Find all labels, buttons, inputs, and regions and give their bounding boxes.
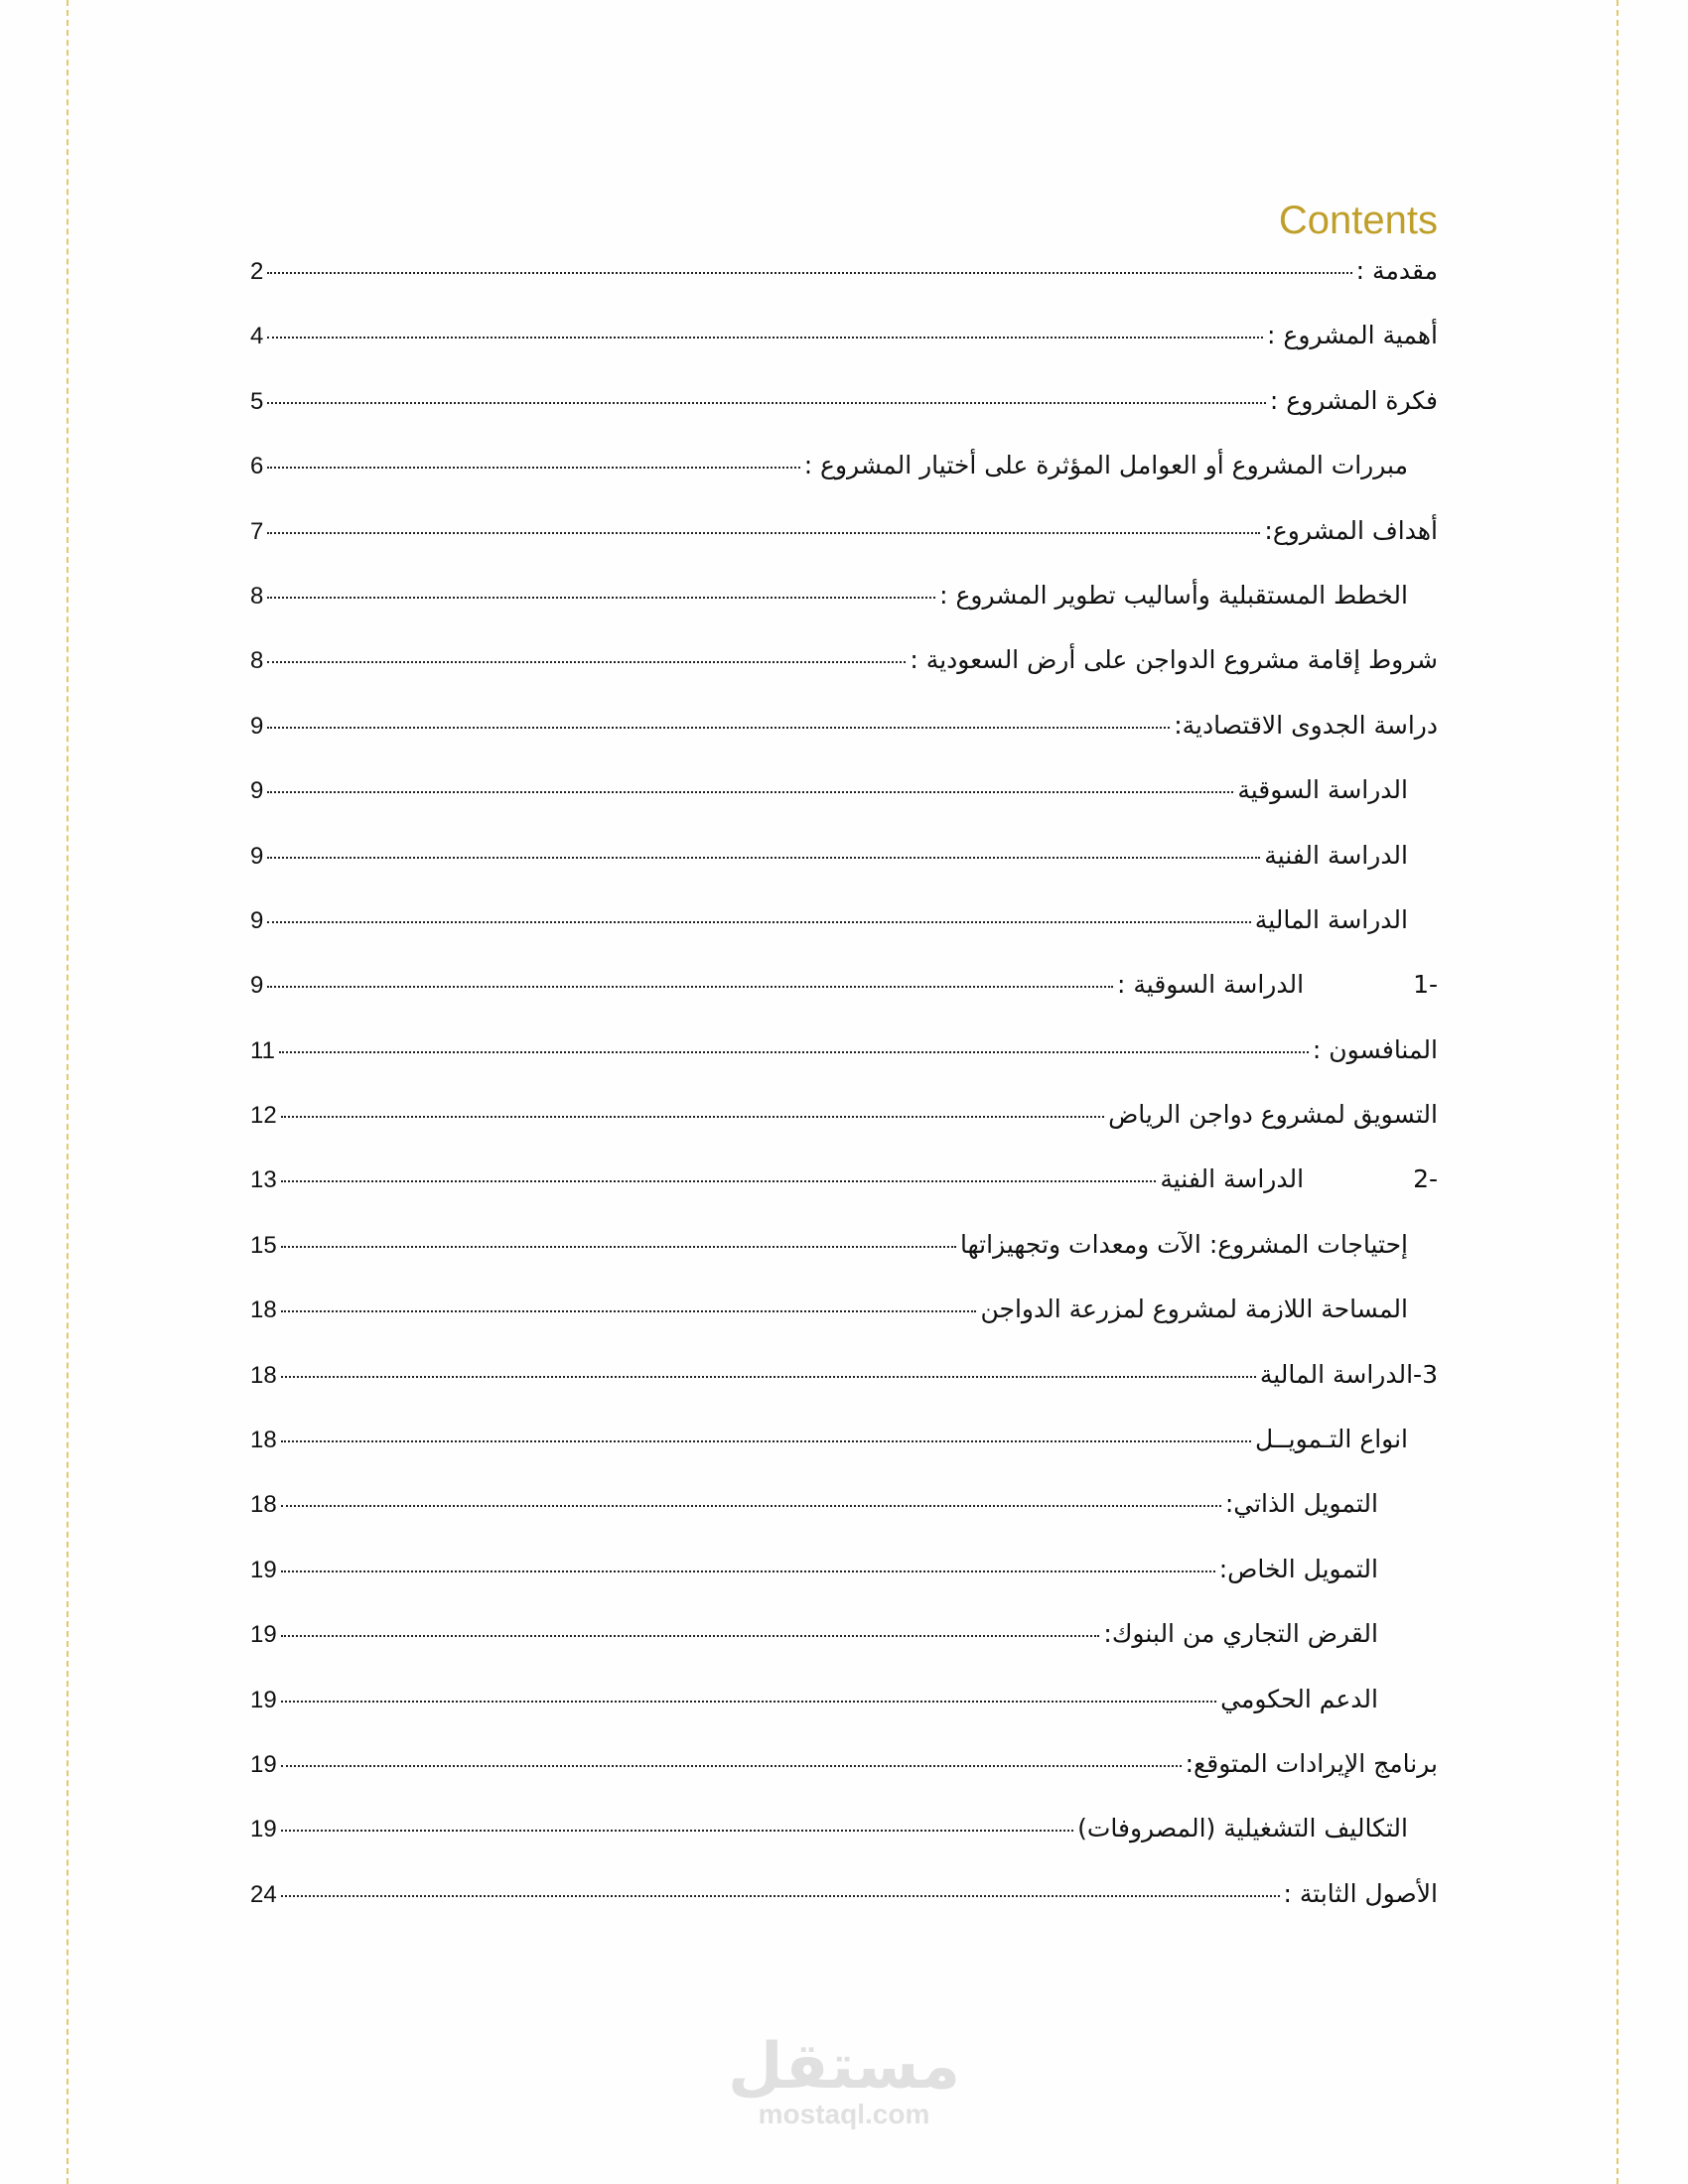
toc-entry[interactable]	[250, 1360, 1438, 1425]
dot-leader	[267, 727, 1170, 729]
toc-entry-page-number: 8	[250, 582, 264, 610]
toc-entry[interactable]	[250, 581, 1438, 645]
toc-entry-number: -1	[1413, 970, 1438, 1000]
watermark-arabic: مستقل	[727, 2030, 961, 2104]
toc-entry-page-number: 9	[250, 712, 264, 740]
toc-entry[interactable]	[250, 1489, 1438, 1554]
toc-entry[interactable]	[250, 1164, 1438, 1229]
toc-entry-label: 3-الدراسة المالية	[1259, 1359, 1438, 1389]
toc-entry-page-number: 9	[250, 906, 264, 934]
page-border-left	[67, 0, 69, 2184]
toc-entry-page-number: 5	[250, 387, 264, 415]
toc-entry[interactable]	[250, 775, 1438, 840]
dot-leader	[267, 661, 906, 663]
dot-leader	[267, 337, 1263, 339]
toc-entry-page-number: 19	[250, 1556, 277, 1583]
dot-leader	[267, 857, 1260, 859]
toc-entry-label: التمويل الخاص:	[1218, 1554, 1378, 1583]
toc-entry-label: فكرة المشروع :	[1269, 385, 1438, 415]
toc-entry-label: الدراسة الفنية	[1264, 840, 1408, 870]
dot-leader	[279, 1051, 1309, 1053]
toc-entry-label: برنامج الإيرادات المتوقع:	[1185, 1748, 1438, 1778]
toc-entry[interactable]	[250, 1100, 1438, 1164]
toc-entry[interactable]	[250, 1619, 1438, 1684]
toc-entry[interactable]	[250, 1295, 1438, 1359]
toc-entry-page-number: 4	[250, 323, 264, 350]
table-of-contents	[250, 256, 1438, 1944]
dot-leader	[281, 1440, 1251, 1442]
toc-entry-label: التكاليف التشغيلية (المصروفات)	[1077, 1814, 1408, 1843]
toc-entry-page-number: 18	[250, 1297, 277, 1324]
toc-entry-label: الدراسة السوقية :	[1117, 970, 1305, 1000]
toc-entry-page-number: 24	[250, 1880, 277, 1908]
toc-entry[interactable]	[250, 970, 1438, 1034]
toc-entry-page-number: 9	[250, 972, 264, 1000]
dot-leader	[281, 1376, 1256, 1378]
dot-leader	[281, 1765, 1182, 1767]
toc-entry[interactable]	[250, 841, 1438, 905]
toc-entry-label: الدراسة الفنية	[1160, 1164, 1305, 1194]
toc-entry-label: المنافسون :	[1312, 1034, 1438, 1064]
toc-entry[interactable]	[250, 516, 1438, 581]
dot-leader	[281, 1246, 956, 1248]
dot-leader	[281, 1701, 1216, 1703]
toc-entry-label: أهمية المشروع :	[1267, 321, 1438, 350]
toc-entry[interactable]	[250, 1425, 1438, 1489]
toc-entry-label: الدراسة السوقية	[1237, 775, 1408, 805]
toc-entry-label: الدراسة المالية	[1254, 904, 1408, 934]
watermark-latin: mostaql.com	[758, 2099, 930, 2129]
page-border-right	[1617, 0, 1618, 2184]
toc-entry-page-number: 7	[250, 517, 264, 545]
toc-entry-page-number: 18	[250, 1427, 277, 1454]
toc-entry[interactable]	[250, 256, 1438, 321]
dot-leader	[267, 791, 1233, 793]
toc-entry-page-number: 18	[250, 1491, 277, 1519]
toc-entry-label: مبررات المشروع أو العوامل المؤثرة على أختيار المشروع :	[803, 451, 1408, 480]
toc-entry-page-number: 2	[250, 258, 264, 285]
toc-entry-label: القرض التجاري من البنوك:	[1103, 1619, 1378, 1649]
toc-entry-page-number: 19	[250, 1686, 277, 1713]
toc-entry-page-number: 19	[250, 1621, 277, 1649]
toc-entry[interactable]	[250, 1035, 1438, 1100]
toc-entry-number: -2	[1413, 1164, 1438, 1194]
toc-entry[interactable]	[250, 386, 1438, 451]
toc-entry-label: التمويل الذاتي:	[1224, 1489, 1378, 1519]
dot-leader	[281, 1635, 1100, 1637]
dot-leader	[267, 402, 1266, 404]
toc-entry-label: الدعم الحكومي	[1220, 1684, 1378, 1713]
toc-entry-label: أهداف المشروع:	[1264, 515, 1438, 545]
toc-entry[interactable]	[250, 1230, 1438, 1295]
toc-entry-page-number: 8	[250, 647, 264, 675]
watermark-logo	[0, 2030, 1688, 2130]
dot-leader	[267, 921, 1250, 923]
toc-entry[interactable]	[250, 1879, 1438, 1944]
toc-entry[interactable]	[250, 1814, 1438, 1878]
toc-entry-label: الخطط المستقبلية وأساليب تطوير المشروع :	[939, 580, 1408, 610]
toc-entry[interactable]	[250, 321, 1438, 385]
toc-entry[interactable]	[250, 905, 1438, 970]
toc-title: Contents	[1278, 199, 1438, 242]
dot-leader	[267, 467, 799, 469]
toc-entry-label: دراسة الجدوى الاقتصادية:	[1174, 710, 1438, 740]
dot-leader	[281, 1505, 1221, 1507]
toc-entry-page-number: 15	[250, 1231, 277, 1259]
toc-entry-page-number: 9	[250, 842, 264, 870]
toc-entry[interactable]	[250, 645, 1438, 710]
dot-leader	[281, 1116, 1104, 1118]
toc-entry-label: إحتياجات المشروع: الآت ومعدات وتجهيزاتها	[960, 1229, 1408, 1259]
toc-entry-page-number: 12	[250, 1102, 277, 1130]
dot-leader	[267, 986, 1113, 988]
toc-entry[interactable]	[250, 1685, 1438, 1749]
toc-entry-label: التسويق لمشروع دواجن الرياض	[1108, 1100, 1438, 1130]
toc-entry[interactable]	[250, 711, 1438, 775]
toc-entry-label: شروط إقامة مشروع الدواجن على أرض السعودية :	[910, 645, 1438, 675]
dot-leader	[281, 1895, 1280, 1897]
toc-entry[interactable]	[250, 451, 1438, 515]
toc-entry-page-number: 19	[250, 1816, 277, 1843]
toc-entry[interactable]	[250, 1555, 1438, 1619]
toc-entry-page-number: 19	[250, 1750, 277, 1778]
dot-leader	[281, 1570, 1215, 1572]
toc-entry-page-number: 6	[250, 453, 264, 480]
toc-entry-page-number: 13	[250, 1166, 277, 1194]
toc-entry-page-number: 18	[250, 1361, 277, 1389]
toc-entry-label: المساحة اللازمة لمشروع لمزرعة الدواجن	[980, 1295, 1408, 1324]
dot-leader	[281, 1830, 1073, 1832]
dot-leader	[267, 532, 1260, 534]
dot-leader	[267, 272, 1351, 274]
toc-entry-label: انواع التـمويــل	[1255, 1425, 1408, 1454]
toc-entry[interactable]	[250, 1749, 1438, 1814]
toc-entry-page-number: 9	[250, 777, 264, 805]
toc-entry-page-number: 11	[250, 1036, 275, 1064]
dot-leader	[281, 1310, 977, 1312]
dot-leader	[267, 597, 935, 599]
toc-entry-label: مقدمة :	[1355, 256, 1438, 285]
toc-entry-label: الأصول الثابتة :	[1283, 1878, 1438, 1908]
dot-leader	[281, 1180, 1157, 1182]
